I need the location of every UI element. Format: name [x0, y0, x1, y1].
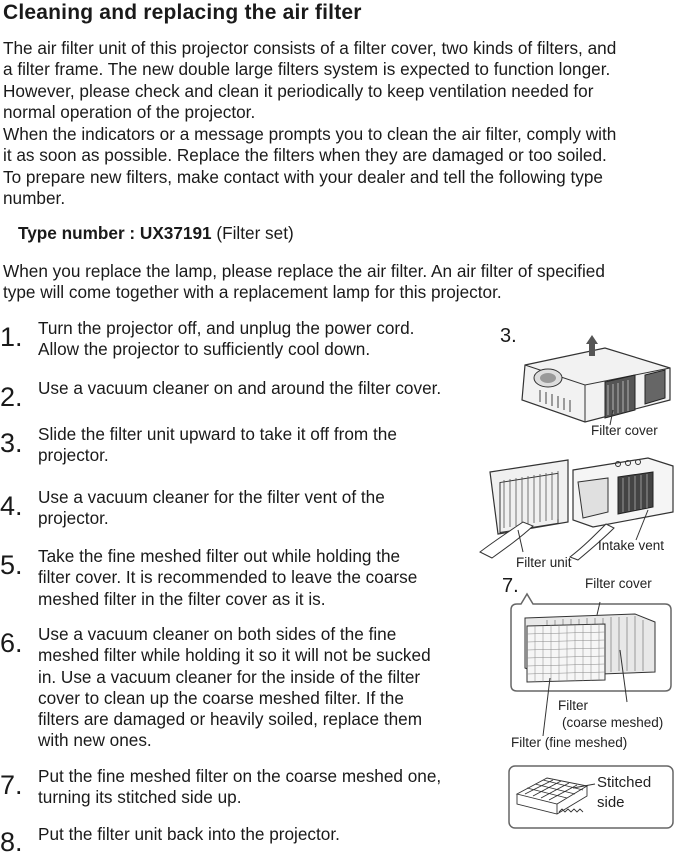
step-8-text — [38, 824, 478, 845]
intro-line: it as soon as possible. Replace the filters when they are damaged or too soiled. — [3, 145, 607, 166]
step-number: 3. — [0, 428, 23, 458]
step-number: 2. — [0, 382, 23, 412]
step-1-text — [38, 318, 478, 361]
step-line: filters are damaged or heavily soiled, replace them — [38, 709, 423, 730]
step-line: in. Use a vacuum cleaner for the inside of the filter — [38, 666, 421, 687]
stitched-label-2: side — [597, 794, 625, 811]
type-number-suffix: (Filter set) — [211, 223, 294, 243]
intro-line: number. — [3, 187, 66, 208]
lamp-note-line: When you replace the lamp, please replace the air filter. An air filter of specified — [3, 261, 605, 281]
intro-line: To prepare new filters, make contact with your dealer and tell the following type — [3, 166, 603, 187]
step-5-text — [38, 546, 478, 610]
step-line: filter cover. It is recommended to leave the coarse — [38, 567, 418, 588]
step-line: cover to clean up the coarse meshed filter. If the — [38, 687, 404, 708]
projector-illustration — [510, 330, 679, 430]
step-line: with new ones. — [38, 730, 152, 751]
step-line: meshed filter while holding it so it will not be sucked — [38, 645, 431, 666]
intro-line: However, please check and clean it periodically to keep ventilation needed for — [3, 80, 594, 101]
intro-line: a filter frame. The new double large filters system is expected to function longer. — [3, 59, 611, 80]
step-line: meshed filter in the filter cover as it is. — [38, 588, 326, 609]
step-line: Slide the filter unit upward to take it off from the — [38, 424, 397, 444]
stitched-label-1: Stitched — [597, 774, 652, 791]
intro-paragraph-2 — [3, 124, 616, 209]
filter-coarse-label-1: Filter — [558, 698, 588, 713]
intro-line: When the indicators or a message prompts you to clean the air filter, comply with — [3, 124, 617, 144]
step-line: Allow the projector to sufficiently cool down. — [38, 339, 371, 360]
step-line: Use a vacuum cleaner on both sides of the fine — [38, 624, 397, 644]
step-line: Turn the projector off, and unplug the power cord. — [38, 318, 415, 338]
figure-3-number: 3. — [500, 325, 517, 347]
step-line: projector. — [38, 445, 109, 466]
step-line: Put the filter unit back into the projector. — [38, 824, 340, 844]
filter-unit-label: Filter unit — [516, 555, 572, 570]
step-2-text — [38, 378, 478, 399]
step-4-text — [38, 487, 478, 530]
intro-line: The air filter unit of this projector consists of a filter cover, two kinds of filters, and — [3, 38, 617, 58]
step-line: projector. — [38, 508, 109, 529]
stitched-side-illustration — [507, 764, 677, 832]
step-number: 5. — [0, 550, 23, 580]
fig7-filter-cover-label: Filter cover — [585, 576, 652, 591]
step-7-text — [38, 766, 478, 809]
step-number: 7. — [0, 770, 23, 800]
figure-7-number: 7. — [502, 575, 519, 597]
lamp-note — [3, 261, 605, 304]
step-line: turning its stitched side up. — [38, 787, 242, 808]
filter-coarse-label-2: (coarse meshed) — [562, 715, 664, 730]
step-line: Use a vacuum cleaner on and around the filter cover. — [38, 378, 442, 398]
filter-cover-label: Filter cover — [591, 423, 658, 438]
step-number: 1. — [0, 322, 23, 352]
intro-line: normal operation of the projector. — [3, 101, 256, 122]
page-title: Cleaning and replacing the air filter — [3, 1, 362, 24]
step-line: Put the fine meshed filter on the coarse meshed one, — [38, 766, 442, 786]
filter-fine-label: Filter (fine meshed) — [511, 735, 628, 750]
lamp-note-line: type will come together with a replacement lamp for this projector. — [3, 282, 502, 303]
step-number: 8. — [0, 827, 23, 857]
intro-paragraph-1 — [3, 38, 616, 123]
step-number: 6. — [0, 628, 23, 658]
type-number — [18, 223, 294, 244]
step-line: Use a vacuum cleaner for the filter vent of the — [38, 487, 385, 507]
step-3-text — [38, 424, 478, 467]
step-number: 4. — [0, 491, 23, 521]
step-6-text — [38, 624, 478, 752]
intake-vent-label: Intake vent — [598, 538, 665, 553]
step-line: Take the fine meshed filter out while holding the — [38, 546, 401, 566]
type-number-label: Type number : UX37191 — [18, 223, 212, 243]
